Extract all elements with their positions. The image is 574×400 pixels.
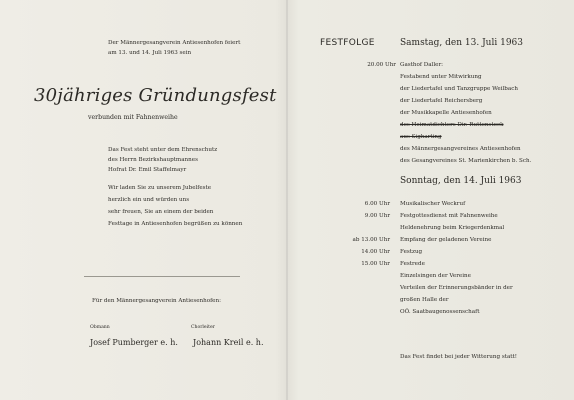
day2-text: großen Halle der bbox=[400, 297, 449, 303]
day2-time: 6.00 Uhr bbox=[364, 201, 390, 207]
fold-line bbox=[286, 0, 288, 400]
subtitle: verbunden mit Fahnenweihe bbox=[88, 114, 178, 121]
day2-text: OÖ. Saatbaugenossenschaft bbox=[400, 309, 480, 315]
invite-line-4: Festtage in Antiesenhofen begrüßen zu können bbox=[108, 221, 243, 227]
day2-time: 15.00 Uhr bbox=[361, 261, 390, 267]
signature-intro: Für den Männergesangverein Antiesenhofen: bbox=[92, 298, 221, 304]
intro-line-1: Der Männergesangverein Antiesenhofen feiert bbox=[108, 40, 241, 46]
day1-line: Gasthof Daller: bbox=[400, 62, 444, 68]
festfolge-heading: FESTFOLGE bbox=[320, 38, 375, 48]
signer-chairman: Josef Pumberger e. h. bbox=[90, 338, 178, 347]
day2-time: 14.00 Uhr bbox=[361, 249, 390, 255]
day2-time: ab 13.00 Uhr bbox=[352, 237, 390, 243]
day1-line: des Männergesangvereines Antiesenhofen bbox=[400, 146, 521, 152]
divider bbox=[84, 276, 240, 277]
intro-line-2: am 13. und 14. Juli 1963 sein bbox=[108, 50, 192, 56]
day1-line: des Gesangvereines St. Marienkirchen b. Sch. bbox=[400, 158, 532, 164]
signer-choirmaster: Johann Kreil e. h. bbox=[193, 338, 264, 347]
role-choirmaster: Chorleiter bbox=[191, 325, 215, 330]
jubilee-title: 30jähriges Gründungsfest bbox=[34, 85, 277, 106]
day1-line: der Musikkapelle Antiesenhofen bbox=[400, 110, 492, 116]
day2-text: Einzelsingen der Vereine bbox=[400, 273, 471, 279]
day2-text: Heldenehrung beim Kriegerdenkmal bbox=[400, 225, 505, 231]
day2-text: Verteilen der Erinnerungsbänder in der bbox=[400, 285, 513, 291]
day1-line: Festabend unter Mitwirkung bbox=[400, 74, 482, 80]
role-chairman: Obmann bbox=[90, 325, 110, 330]
patron-line-1: Das Fest steht unter dem Ehrenschutz bbox=[108, 147, 218, 153]
patron-line-3: Hofrat Dr. Emil Staffelmayr bbox=[108, 167, 187, 173]
day-2-date: Sonntag, den 14. Juli 1963 bbox=[400, 176, 522, 186]
day2-text: Musikalischer Weckruf bbox=[400, 201, 466, 207]
patron-line-2: des Herrn Bezirkshauptmannes bbox=[108, 157, 198, 163]
day2-time: 9.00 Uhr bbox=[364, 213, 390, 219]
day1-line-struck: des Heimatdichters Dir. Ruttenstock bbox=[400, 122, 504, 128]
invite-line-2: herzlich ein und würden uns bbox=[108, 197, 190, 203]
day2-text: Empfang der geladenen Vereine bbox=[400, 237, 492, 243]
day1-line: der Liedertafel Reichersberg bbox=[400, 98, 483, 104]
day2-text: Festgottesdienst mit Fahnenweihe bbox=[400, 213, 498, 219]
day-1-time: 20.00 Uhr bbox=[367, 62, 396, 68]
weather-note: Das Fest findet bei jeder Witterung statt! bbox=[400, 354, 518, 360]
day-1-date: Samstag, den 13. Juli 1963 bbox=[400, 38, 523, 48]
invite-line-3: sehr freuen, Sie an einem der beiden bbox=[108, 209, 214, 215]
invite-line-1: Wir laden Sie zu unserem Jubelfeste bbox=[108, 185, 212, 191]
day1-line-struck: aus Sigharting bbox=[400, 134, 442, 140]
day2-text: Festrede bbox=[400, 261, 425, 267]
day2-text: Festzug bbox=[400, 249, 423, 255]
day1-line: der Liedertafel und Tanzgruppe Weilbach bbox=[400, 86, 518, 92]
